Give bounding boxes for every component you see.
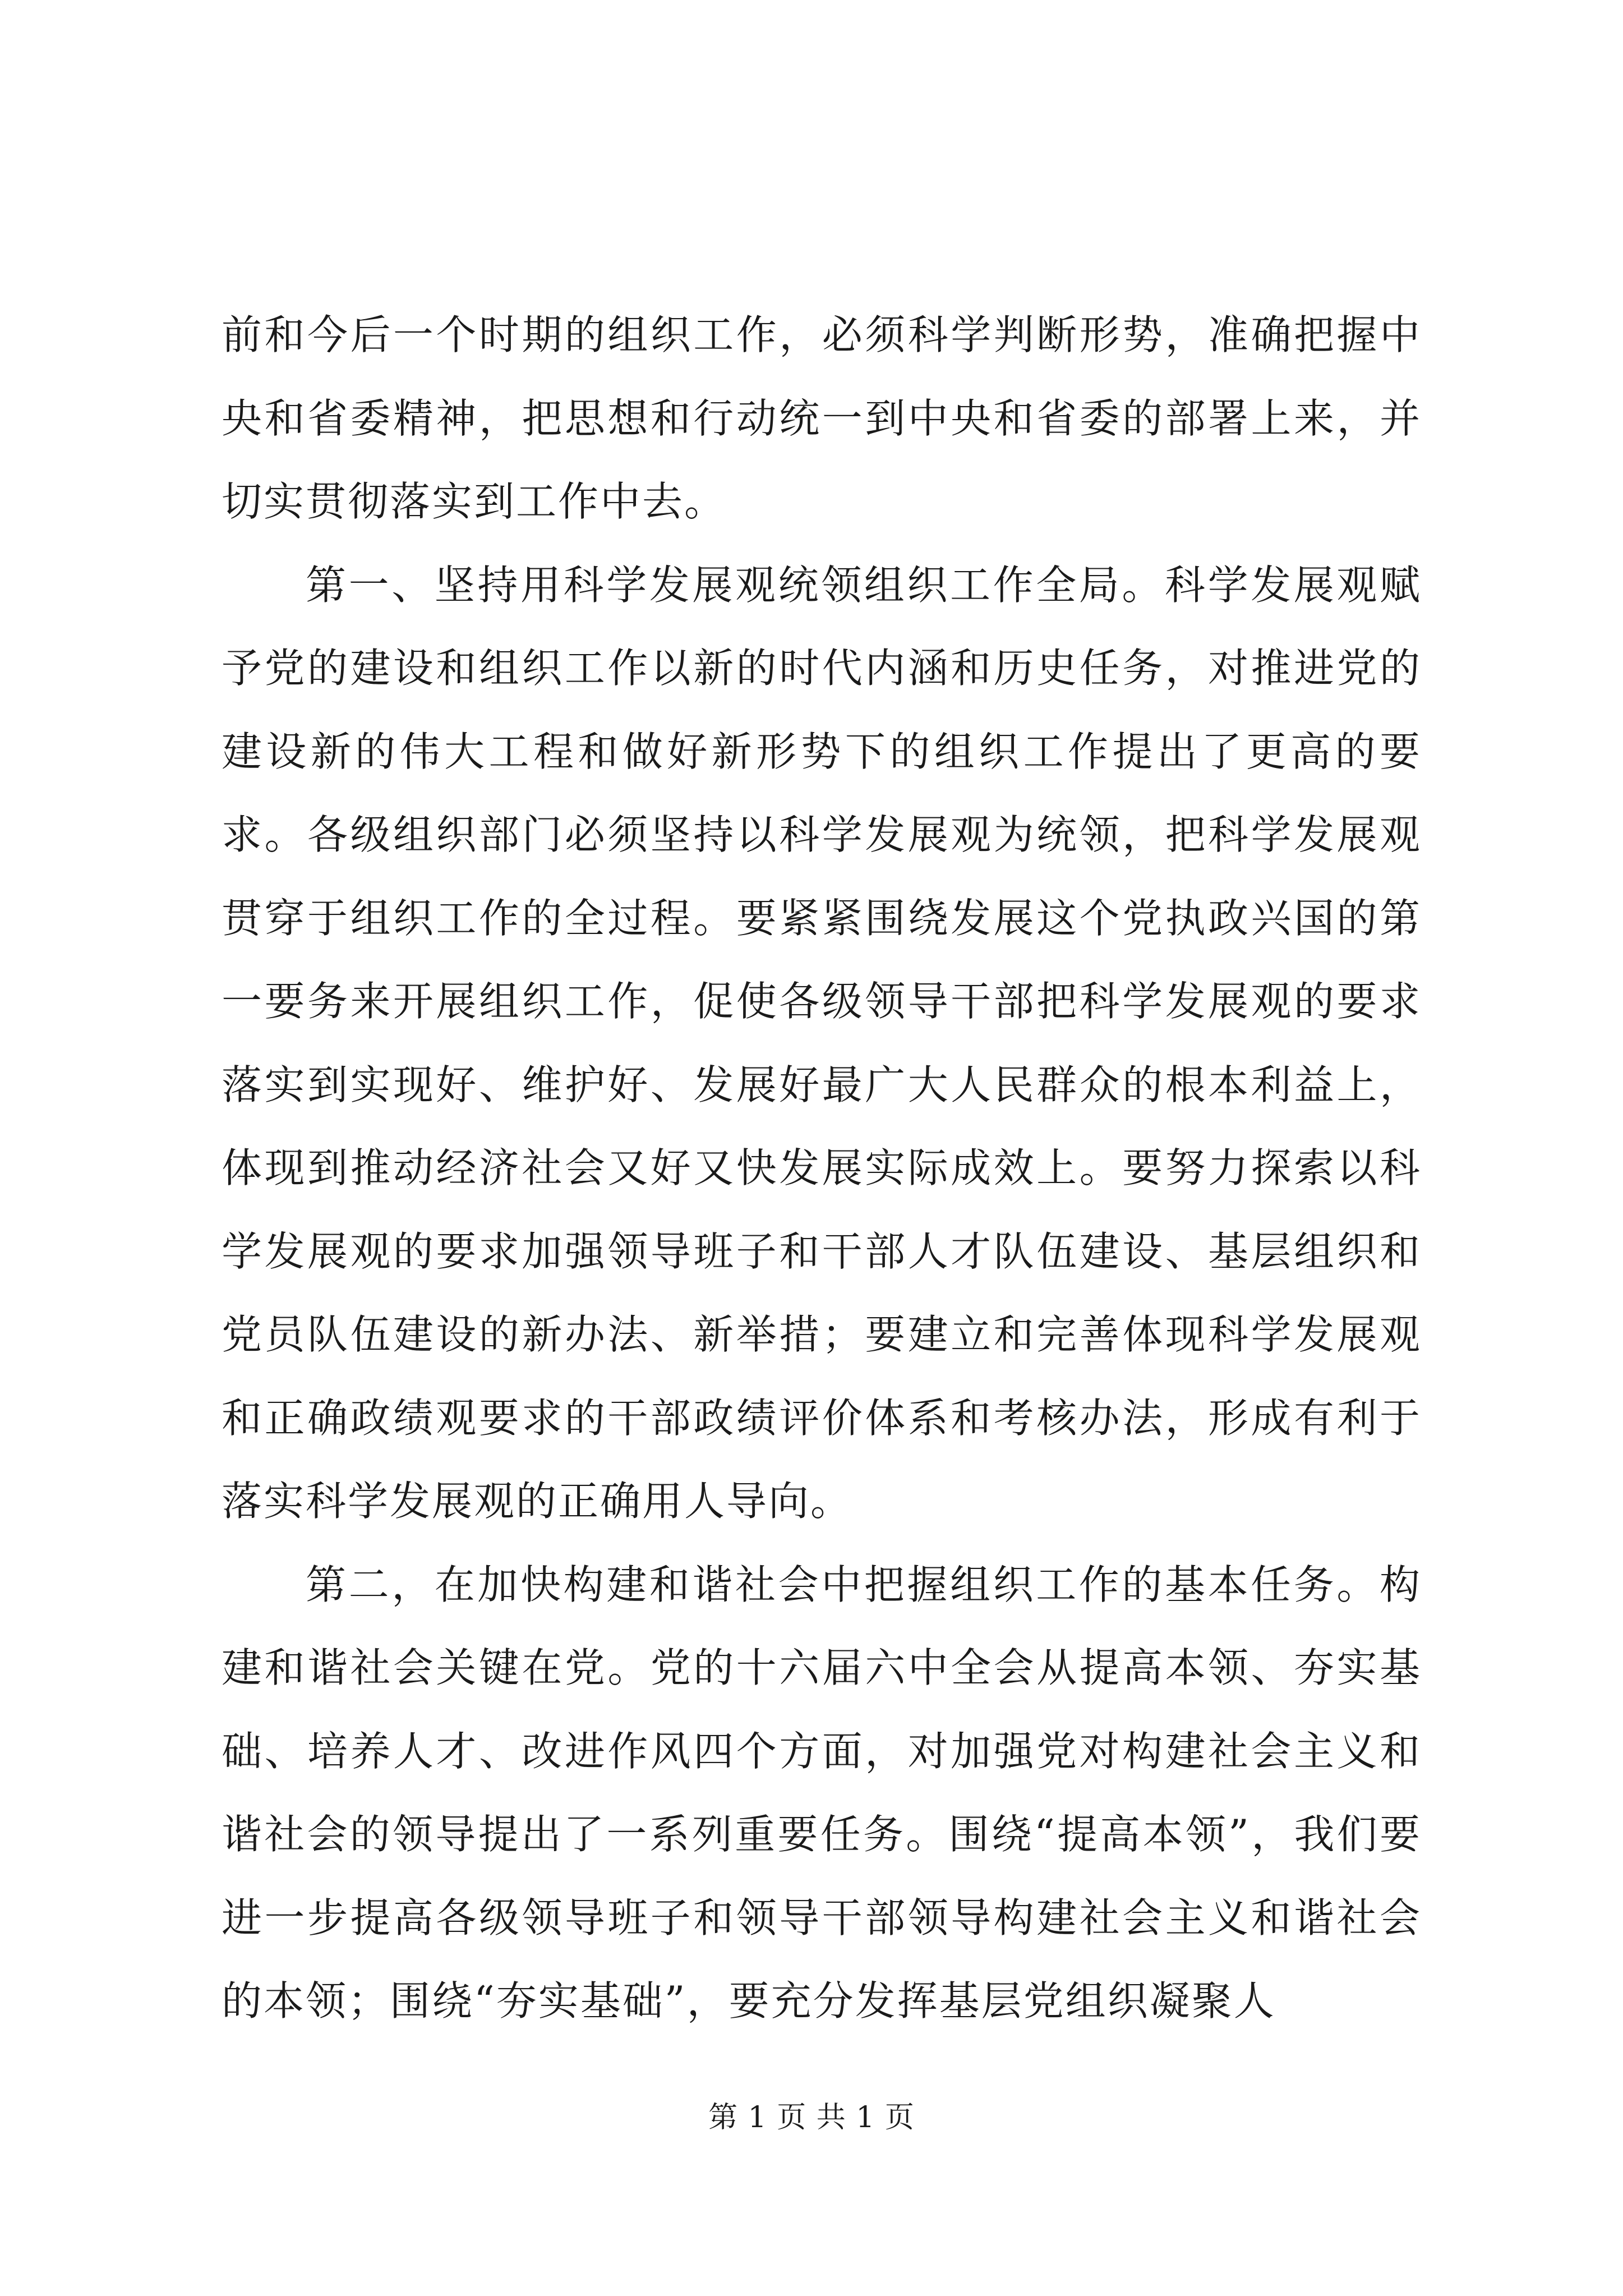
document-body (222, 293, 1422, 2043)
paragraph-second-point: 第二，在加快构建和谐社会中把握组织工作的基本任务。构建和谐社会关键在党。党的十六届六中全会从提高本领、夯实基础、培养人才、改进作风四个方面，对加强党对构建社会主义和谐社会的领导提出了一系列重要任务。围绕“提高本领”，我们要进一步提高各级领导班子和领导干部领导构建社会主义和谐社会的本领；围绕“夯实基础”，要充分发挥基层党组织凝聚人 (222, 1561, 1422, 2024)
paragraph-continuation: 前和今后一个时期的组织工作，必须科学判断形势，准确把握中央和省委精神，把思想和行动统一到中央和省委的部署上来，并切实贯彻落实到工作中去。 (222, 311, 1422, 525)
page-footer: 第 1 页 共 1 页 (708, 2101, 915, 2134)
paragraph-first-point: 第一、坚持用科学发展观统领组织工作全局。科学发展观赋予党的建设和组织工作以新的时代内涵和历史任务，对推进党的建设新的伟大工程和做好新形势下的组织工作提出了更高的要求。各级组织部门必须坚持以科学发展观为统领，把科学发展观贯穿于组织工作的全过程。要紧紧围绕发展这个党执政兴国的第一要务来开展组织工作，促使各级领导干部把科学发展观的要求落实到实现好、维护好、发展好最广大人民群众的根本利益上，体现到推动经济社会又好又快发展实际成效上。要努力探索以科学发展观的要求加强领导班子和干部人才队伍建设、基层组织和党员队伍建设的新办法、新举措；要建立和完善体现科学发展观和正确政绩观要求的干部政绩评价体系和考核办法，形成有利于落实科学发展观的正确用人导向。 (222, 561, 1422, 1525)
